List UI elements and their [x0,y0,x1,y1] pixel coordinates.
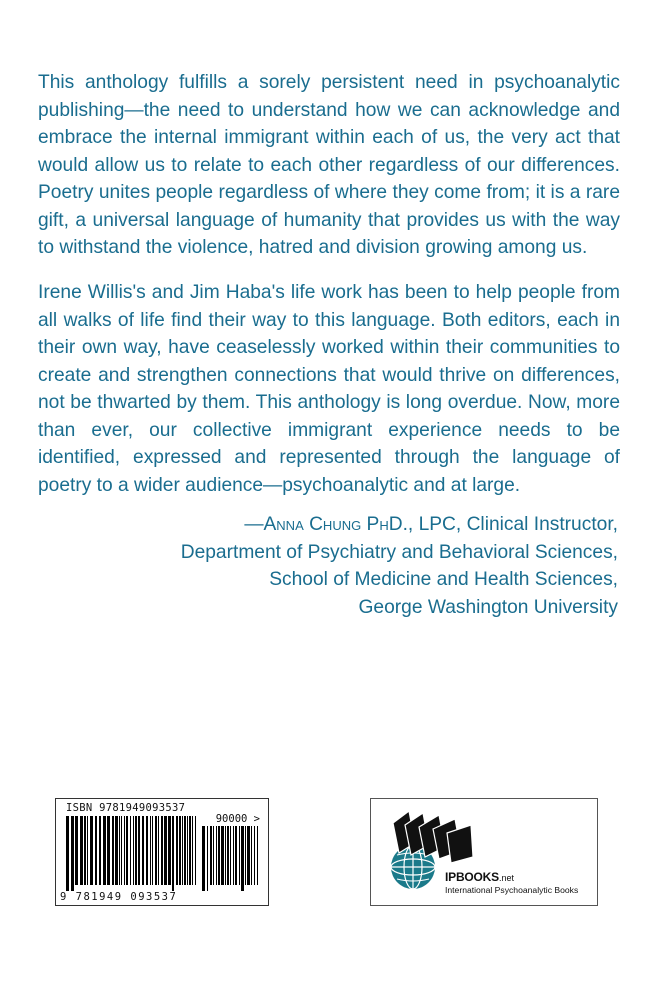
attribution-line-1 [181,511,618,539]
endorser-credentials: , LPC, Clinical Instructor, [407,514,618,535]
endorser-name: Anna Chung PhD. [263,514,408,535]
price-code: 90000 > [215,813,260,825]
endorsement-attribution [181,511,618,621]
isbn-digits: 9 781949 093537 [60,891,178,903]
attribution-dash: — [244,514,264,535]
publisher-logo-box [370,798,598,906]
barcode-addon-bars-icon [202,826,258,891]
attribution-line-4: George Washington University [358,596,618,618]
brand-name: IPBOOKS [445,870,499,884]
blurb-paragraph-1: This anthology fulfills a sorely persistent need in psychoanalytic publishing—the need to understand how we can acknowledge and embrace the internal immigrant within each of us, the very act that would allow us to relate to each other regardless of our differences. Poetry unites people regardless of where they come from; it is a rare gift, a universal language of humanity that provides us with the way to withstand the violence, hatred and division growing among us. [38,72,620,258]
barcode-bars-icon [66,816,196,891]
publisher-subtitle: International Psychoanalytic Books [445,885,579,895]
publisher-brand [445,870,514,884]
attribution-line-2: Department of Psychiatry and Behavioral Sciences, [180,541,618,563]
blurb-paragraph-2: Irene Willis's and Jim Haba's life work has been to help people from all walks of life find their way to this language. Both editors, each in their own way, have ceaselessly worked within their communities to create and strengthen connections that would thrive on differences, not be thwarted by them. This anthology is long overdue. Now, more than ever, our collective immigrant experience needs to be identified, expressed and represented through the language of poetry to a wider audience—psychoanalytic and at large. [38,282,620,496]
brand-suffix: .net [498,873,514,883]
isbn-top-text: ISBN 9781949093537 [66,802,186,814]
attribution-line-3: School of Medicine and Health Sciences, [269,569,618,590]
isbn-barcode [55,798,269,906]
